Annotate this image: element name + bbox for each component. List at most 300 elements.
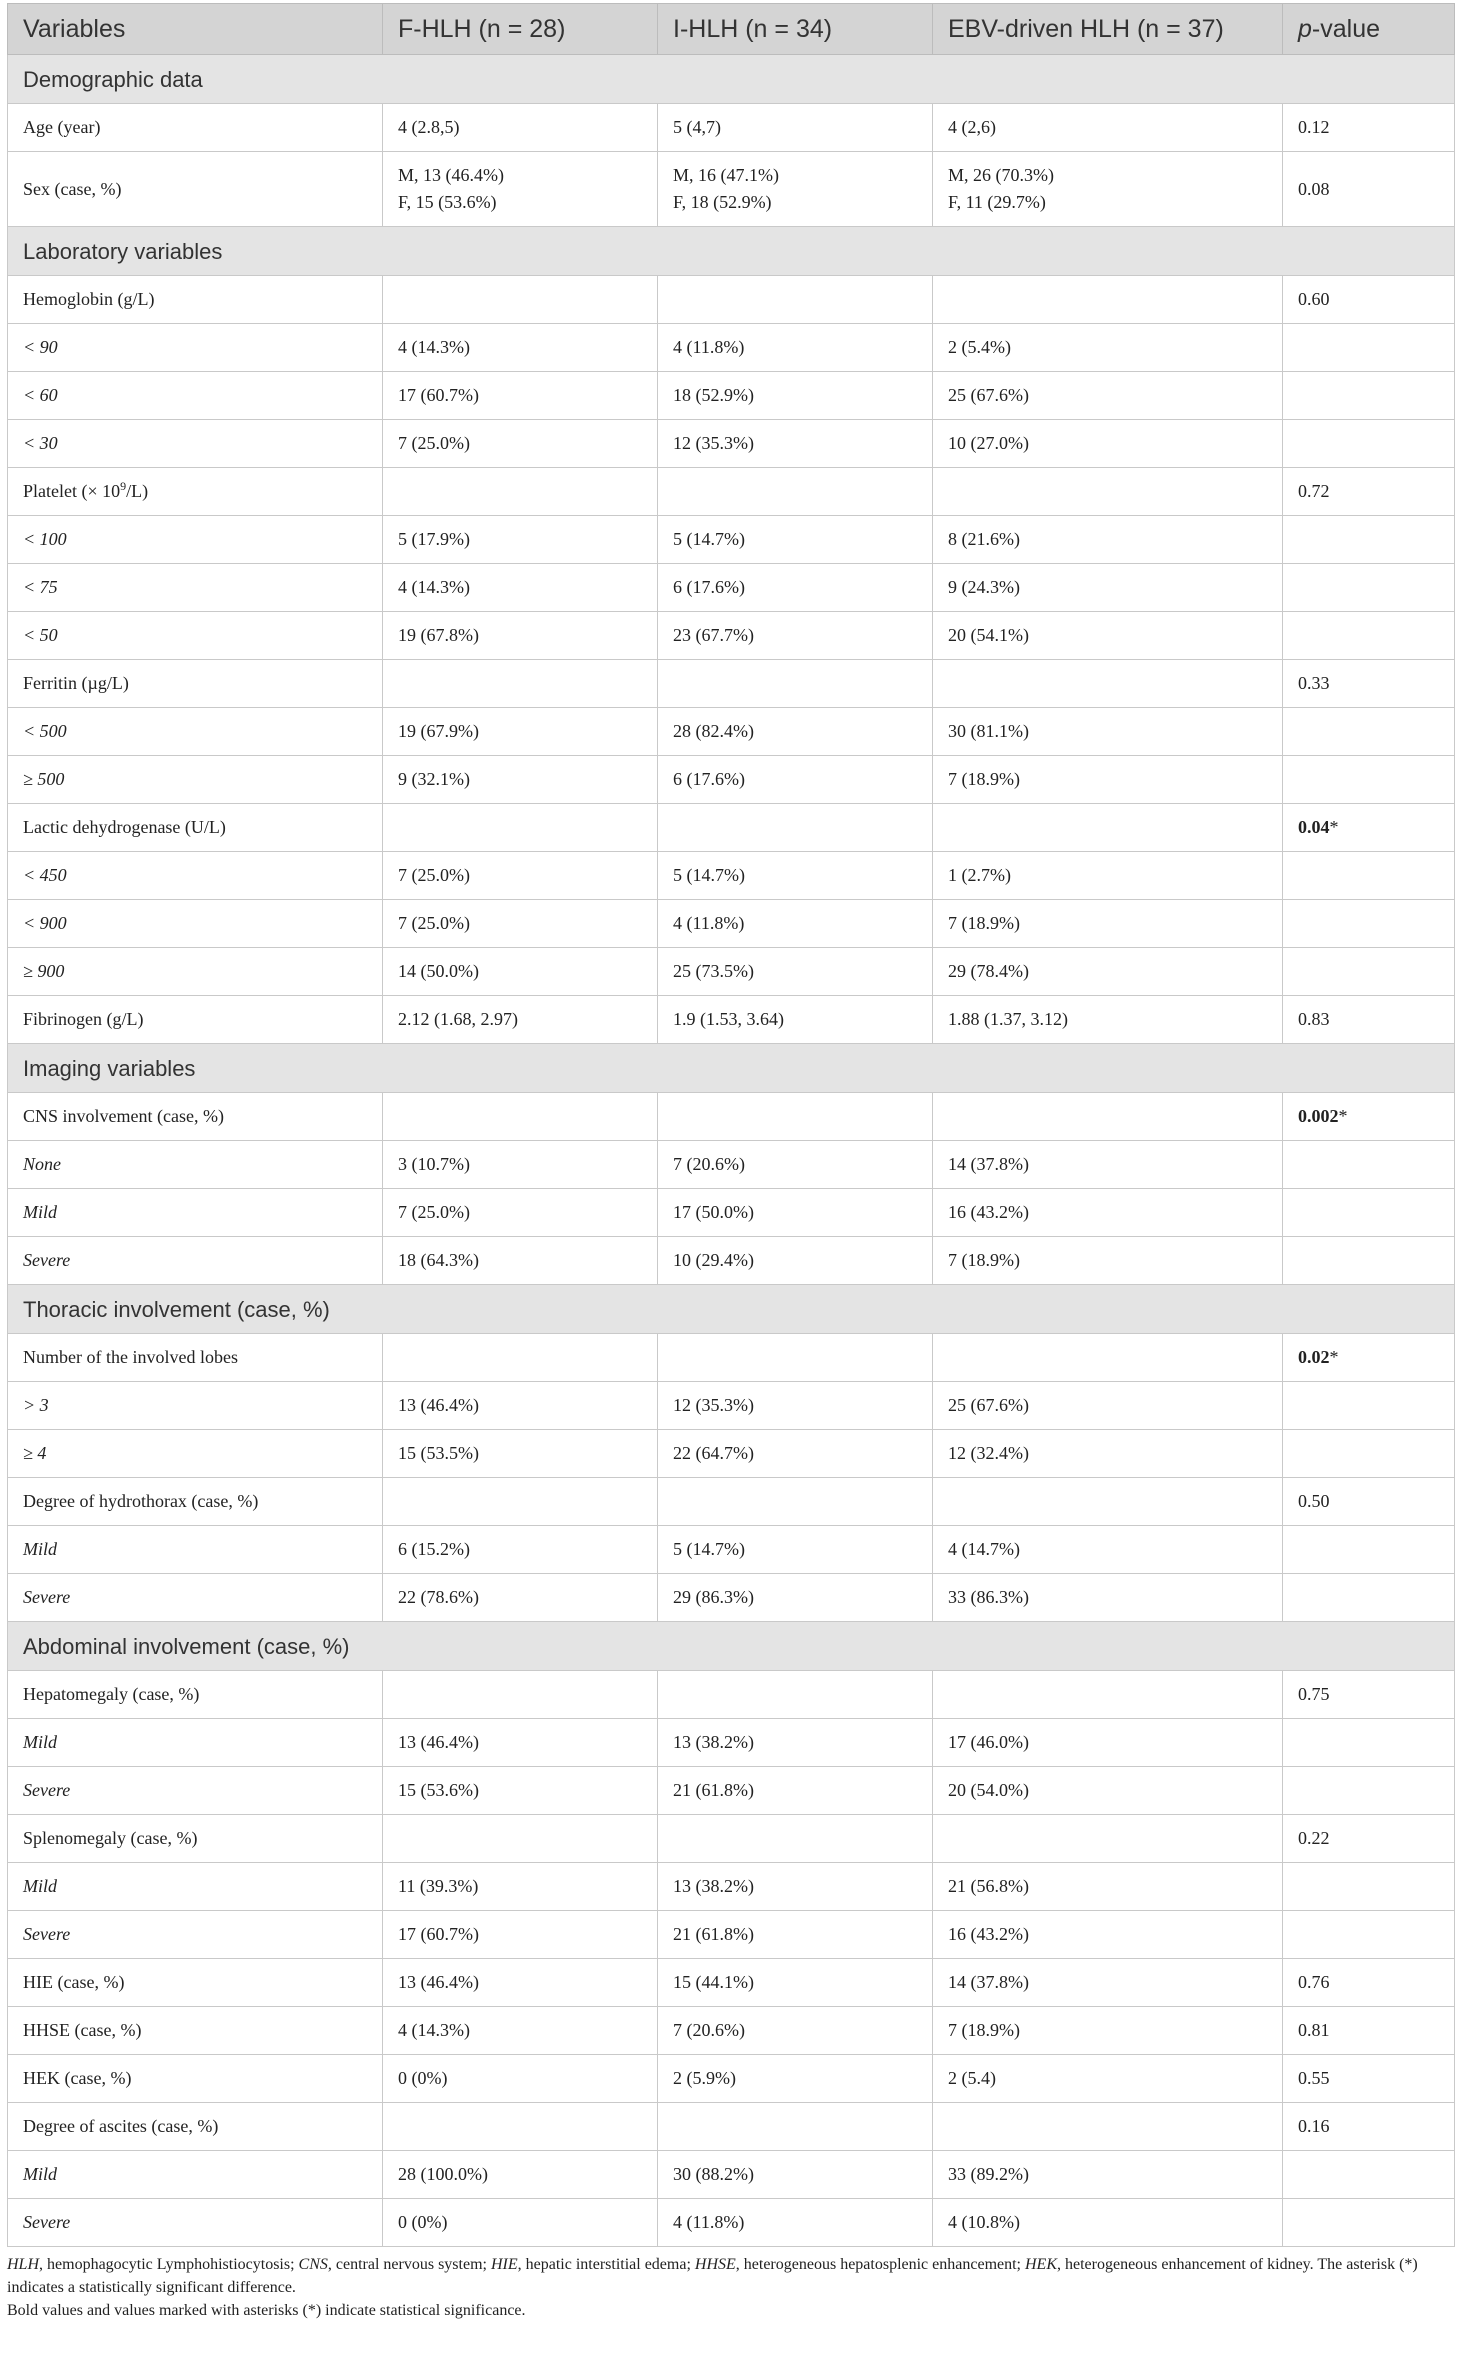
footnote-abbr: HEK (1025, 2256, 1057, 2273)
p-value-cell (1283, 1959, 1455, 2007)
p-value-cell (1283, 516, 1455, 564)
p-value-cell (1283, 2151, 1455, 2199)
ebv-hlh-cell: 7 (18.9%) (933, 2007, 1283, 2055)
ebv-hlh-cell: 12 (32.4%) (933, 1430, 1283, 1478)
subcategory-row (8, 948, 1455, 996)
i-hlh-cell (658, 804, 933, 852)
i-hlh-cell: 22 (64.7%) (658, 1430, 933, 1478)
subcategory-label: < 50 (8, 612, 383, 660)
p-value-cell (1283, 852, 1455, 900)
ebv-hlh-cell: 2 (5.4) (933, 2055, 1283, 2103)
section-title: Laboratory variables (8, 227, 1455, 276)
p-value-cell (1283, 708, 1455, 756)
section-row (8, 1044, 1455, 1093)
f-hlh-cell: 17 (60.7%) (383, 1911, 658, 1959)
ebv-hlh-cell (933, 152, 1283, 227)
p-value-cell (1283, 1237, 1455, 1285)
ebv-hlh-cell: 4 (10.8%) (933, 2199, 1283, 2247)
p-value-cell (1283, 804, 1455, 852)
p-value-cell (1283, 900, 1455, 948)
p-value: 0.33 (1298, 673, 1330, 693)
subcategory-label: Mild (8, 1189, 383, 1237)
subcategory-row (8, 1189, 1455, 1237)
footnote-abbr: HIE (490, 2256, 518, 2273)
subcategory-label: ≥ 500 (8, 756, 383, 804)
footnote-abbr: HHSE (694, 2256, 736, 2273)
variable-row (8, 152, 1455, 227)
p-value-cell (1283, 612, 1455, 660)
variable-row (8, 1959, 1455, 2007)
ebv-hlh-cell: 20 (54.1%) (933, 612, 1283, 660)
variable-label: Fibrinogen (g/L) (8, 996, 383, 1044)
table-header-row (8, 4, 1455, 55)
ebv-hlh-cell (933, 276, 1283, 324)
p-value-bold: 0.04 (1298, 817, 1330, 837)
p-value: 0.12 (1298, 117, 1330, 137)
ebv-hlh-cell: 29 (78.4%) (933, 948, 1283, 996)
p-value-cell (1283, 948, 1455, 996)
f-hlh-cell: 7 (25.0%) (383, 900, 658, 948)
ebv-hlh-cell: 8 (21.6%) (933, 516, 1283, 564)
subcategory-row (8, 372, 1455, 420)
subcategory-row (8, 1141, 1455, 1189)
f-hlh-cell (383, 660, 658, 708)
variable-label (8, 468, 383, 516)
header-f-hlh: F-HLH (n = 28) (383, 4, 658, 55)
variable-row (8, 1671, 1455, 1719)
variable-label: Ferritin (µg/L) (8, 660, 383, 708)
subcategory-label: None (8, 1141, 383, 1189)
table-footnote (7, 2253, 1454, 2322)
p-value-cell (1283, 660, 1455, 708)
variable-row (8, 104, 1455, 152)
i-hlh-cell: 7 (20.6%) (658, 2007, 933, 2055)
variable-label: Hemoglobin (g/L) (8, 276, 383, 324)
f-hlh-cell: 22 (78.6%) (383, 1574, 658, 1622)
subcategory-row (8, 1863, 1455, 1911)
subcategory-label: Severe (8, 1237, 383, 1285)
subcategory-row (8, 324, 1455, 372)
subcategory-row (8, 420, 1455, 468)
ebv-hlh-cell: 14 (37.8%) (933, 1959, 1283, 2007)
section-row (8, 1285, 1455, 1334)
subcategory-label: ≥ 4 (8, 1430, 383, 1478)
significance-asterisk: * (1329, 817, 1339, 837)
p-value-cell (1283, 2103, 1455, 2151)
data-table (7, 3, 1455, 2247)
section-title: Thoracic involvement (case, %) (8, 1285, 1455, 1334)
significance-asterisk: * (1329, 1347, 1339, 1367)
i-hlh-cell: 4 (11.8%) (658, 324, 933, 372)
subcategory-label: < 900 (8, 900, 383, 948)
i-hlh-cell: 17 (50.0%) (658, 1189, 933, 1237)
variable-row (8, 804, 1455, 852)
f-hlh-cell: 6 (15.2%) (383, 1526, 658, 1574)
p-value-cell (1283, 152, 1455, 227)
p-value: 0.55 (1298, 2068, 1330, 2088)
ebv-hlh-cell (933, 2103, 1283, 2151)
p-value-cell (1283, 756, 1455, 804)
header-p-value (1283, 4, 1455, 55)
cell-line: F, 18 (52.9%) (673, 192, 772, 212)
subcategory-label: < 100 (8, 516, 383, 564)
p-value-cell (1283, 1189, 1455, 1237)
p-value: 0.16 (1298, 2116, 1330, 2136)
subcategory-row (8, 900, 1455, 948)
f-hlh-cell (383, 152, 658, 227)
p-value-cell (1283, 1382, 1455, 1430)
subcategory-label: Mild (8, 2151, 383, 2199)
i-hlh-cell: 25 (73.5%) (658, 948, 933, 996)
variable-label: Lactic dehydrogenase (U/L) (8, 804, 383, 852)
p-value-cell (1283, 420, 1455, 468)
f-hlh-cell: 7 (25.0%) (383, 852, 658, 900)
significance-asterisk: * (1338, 1106, 1348, 1126)
f-hlh-cell: 5 (17.9%) (383, 516, 658, 564)
ebv-hlh-cell: 4 (14.7%) (933, 1526, 1283, 1574)
p-value: 0.08 (1298, 178, 1330, 199)
cell-line: M, 26 (70.3%) (948, 165, 1054, 185)
ebv-hlh-cell: 9 (24.3%) (933, 564, 1283, 612)
f-hlh-cell: 15 (53.5%) (383, 1430, 658, 1478)
i-hlh-cell: 5 (14.7%) (658, 1526, 933, 1574)
p-value-cell (1283, 564, 1455, 612)
p-value-cell (1283, 1815, 1455, 1863)
header-ebv-hlh: EBV-driven HLH (n = 37) (933, 4, 1283, 55)
subcategory-label: Severe (8, 1767, 383, 1815)
header-p-suffix: -value (1311, 14, 1380, 43)
f-hlh-cell: 13 (46.4%) (383, 1719, 658, 1767)
subcategory-row (8, 1526, 1455, 1574)
p-value-cell (1283, 1911, 1455, 1959)
variable-label: HEK (case, %) (8, 2055, 383, 2103)
p-value: 0.60 (1298, 289, 1330, 309)
i-hlh-cell: 29 (86.3%) (658, 1574, 933, 1622)
i-hlh-cell: 30 (88.2%) (658, 2151, 933, 2199)
i-hlh-cell (658, 1815, 933, 1863)
variable-row (8, 276, 1455, 324)
f-hlh-cell (383, 1671, 658, 1719)
f-hlh-cell: 2.12 (1.68, 2.97) (383, 996, 658, 1044)
f-hlh-cell: 19 (67.8%) (383, 612, 658, 660)
ebv-hlh-cell (933, 1093, 1283, 1141)
p-value-cell (1283, 1719, 1455, 1767)
p-value-cell (1283, 1526, 1455, 1574)
footnote-def: , hepatic interstitial edema; (517, 2256, 695, 2273)
f-hlh-cell (383, 1478, 658, 1526)
p-value: 0.76 (1298, 1972, 1330, 1992)
section-row (8, 1622, 1455, 1671)
i-hlh-cell: 5 (4,7) (658, 104, 933, 152)
subcategory-label: Severe (8, 1911, 383, 1959)
i-hlh-cell (658, 2103, 933, 2151)
f-hlh-cell: 4 (14.3%) (383, 2007, 658, 2055)
subcategory-label: < 450 (8, 852, 383, 900)
subcategory-row (8, 1430, 1455, 1478)
variable-row (8, 1815, 1455, 1863)
variable-row (8, 2055, 1455, 2103)
i-hlh-cell: 13 (38.2%) (658, 1863, 933, 1911)
variable-row (8, 996, 1455, 1044)
subcategory-row (8, 1237, 1455, 1285)
i-hlh-cell: 12 (35.3%) (658, 1382, 933, 1430)
i-hlh-cell: 6 (17.6%) (658, 756, 933, 804)
f-hlh-cell (383, 1334, 658, 1382)
f-hlh-cell: 0 (0%) (383, 2055, 658, 2103)
cell-line: M, 13 (46.4%) (398, 165, 504, 185)
ebv-hlh-cell: 17 (46.0%) (933, 1719, 1283, 1767)
p-value: 0.22 (1298, 1828, 1330, 1848)
f-hlh-cell: 11 (39.3%) (383, 1863, 658, 1911)
i-hlh-cell: 6 (17.6%) (658, 564, 933, 612)
subcategory-row (8, 2199, 1455, 2247)
p-value-cell (1283, 372, 1455, 420)
ebv-hlh-cell: 21 (56.8%) (933, 1863, 1283, 1911)
i-hlh-cell (658, 1093, 933, 1141)
ebv-hlh-cell: 14 (37.8%) (933, 1141, 1283, 1189)
i-hlh-cell: 18 (52.9%) (658, 372, 933, 420)
i-hlh-cell (658, 276, 933, 324)
p-value: 0.75 (1298, 1684, 1330, 1704)
p-value: 0.50 (1298, 1491, 1330, 1511)
variable-label: Age (year) (8, 104, 383, 152)
ebv-hlh-cell: 16 (43.2%) (933, 1911, 1283, 1959)
variable-row (8, 2103, 1455, 2151)
footnote-abbreviations (7, 2253, 1454, 2299)
f-hlh-cell: 7 (25.0%) (383, 1189, 658, 1237)
f-hlh-cell: 14 (50.0%) (383, 948, 658, 996)
variable-label: CNS involvement (case, %) (8, 1093, 383, 1141)
ebv-hlh-cell: 7 (18.9%) (933, 756, 1283, 804)
i-hlh-cell: 7 (20.6%) (658, 1141, 933, 1189)
p-value-bold: 0.02 (1298, 1347, 1330, 1367)
i-hlh-cell: 23 (67.7%) (658, 612, 933, 660)
subcategory-row (8, 708, 1455, 756)
footnote-def: , hemophagocytic Lymphohistiocytosis; (39, 2256, 299, 2273)
f-hlh-cell: 4 (14.3%) (383, 324, 658, 372)
ebv-hlh-cell: 33 (89.2%) (933, 2151, 1283, 2199)
ebv-hlh-cell: 25 (67.6%) (933, 372, 1283, 420)
variable-label: HHSE (case, %) (8, 2007, 383, 2055)
ebv-hlh-cell (933, 468, 1283, 516)
subcategory-label: < 75 (8, 564, 383, 612)
subcategory-label: Severe (8, 1574, 383, 1622)
i-hlh-cell: 4 (11.8%) (658, 2199, 933, 2247)
cell-line: F, 11 (29.7%) (948, 192, 1046, 212)
ebv-hlh-cell: 2 (5.4%) (933, 324, 1283, 372)
p-value-bold: 0.002 (1298, 1106, 1339, 1126)
section-title: Demographic data (8, 55, 1455, 104)
ebv-hlh-cell: 20 (54.0%) (933, 1767, 1283, 1815)
p-value-cell (1283, 1093, 1455, 1141)
p-value: 0.72 (1298, 481, 1330, 501)
f-hlh-cell: 13 (46.4%) (383, 1959, 658, 2007)
variable-row (8, 2007, 1455, 2055)
ebv-hlh-cell: 10 (27.0%) (933, 420, 1283, 468)
subcategory-row (8, 564, 1455, 612)
section-row (8, 227, 1455, 276)
cell-line: F, 15 (53.6%) (398, 192, 497, 212)
subcategory-row (8, 2151, 1455, 2199)
variable-label: Splenomegaly (case, %) (8, 1815, 383, 1863)
subcategory-label: < 60 (8, 372, 383, 420)
ebv-hlh-cell: 7 (18.9%) (933, 1237, 1283, 1285)
subcategory-row (8, 756, 1455, 804)
subcategory-label: Severe (8, 2199, 383, 2247)
subcategory-label: < 90 (8, 324, 383, 372)
ebv-hlh-cell: 16 (43.2%) (933, 1189, 1283, 1237)
ebv-hlh-cell (933, 1815, 1283, 1863)
f-hlh-cell (383, 276, 658, 324)
label-text-after: /L) (126, 481, 149, 501)
i-hlh-cell: 4 (11.8%) (658, 900, 933, 948)
i-hlh-cell (658, 1334, 933, 1382)
i-hlh-cell (658, 152, 933, 227)
f-hlh-cell: 19 (67.9%) (383, 708, 658, 756)
footnote-def: , central nervous system; (327, 2256, 491, 2273)
variable-label: Sex (case, %) (8, 152, 383, 227)
subcategory-label: Mild (8, 1863, 383, 1911)
variable-label: Degree of hydrothorax (case, %) (8, 1478, 383, 1526)
f-hlh-cell: 7 (25.0%) (383, 420, 658, 468)
footnote-def: , heterogeneous hepatosplenic enhancement; (735, 2256, 1025, 2273)
p-value-cell (1283, 1671, 1455, 1719)
variable-label: Number of the involved lobes (8, 1334, 383, 1382)
i-hlh-cell: 21 (61.8%) (658, 1767, 933, 1815)
f-hlh-cell (383, 2103, 658, 2151)
i-hlh-cell (658, 468, 933, 516)
p-value: 0.81 (1298, 2020, 1330, 2040)
header-variables: Variables (8, 4, 383, 55)
footnote-significance: Bold values and values marked with asterisks (*) indicate statistical significance. (7, 2302, 526, 2319)
p-value-cell (1283, 276, 1455, 324)
subcategory-label: < 500 (8, 708, 383, 756)
i-hlh-cell: 10 (29.4%) (658, 1237, 933, 1285)
f-hlh-cell: 13 (46.4%) (383, 1382, 658, 1430)
label-text: Platelet (× 10 (23, 481, 121, 501)
ebv-hlh-cell: 7 (18.9%) (933, 900, 1283, 948)
p-value-cell (1283, 2199, 1455, 2247)
variable-row (8, 1093, 1455, 1141)
ebv-hlh-cell: 1.88 (1.37, 3.12) (933, 996, 1283, 1044)
i-hlh-cell (658, 1671, 933, 1719)
subcategory-row (8, 612, 1455, 660)
variable-label: HIE (case, %) (8, 1959, 383, 2007)
variable-row (8, 468, 1455, 516)
i-hlh-cell: 21 (61.8%) (658, 1911, 933, 1959)
f-hlh-cell (383, 1093, 658, 1141)
section-row (8, 55, 1455, 104)
ebv-hlh-cell: 25 (67.6%) (933, 1382, 1283, 1430)
f-hlh-cell: 0 (0%) (383, 2199, 658, 2247)
i-hlh-cell: 1.9 (1.53, 3.64) (658, 996, 933, 1044)
p-value-cell (1283, 1767, 1455, 1815)
i-hlh-cell: 2 (5.9%) (658, 2055, 933, 2103)
f-hlh-cell: 3 (10.7%) (383, 1141, 658, 1189)
ebv-hlh-cell (933, 804, 1283, 852)
ebv-hlh-cell: 1 (2.7%) (933, 852, 1283, 900)
i-hlh-cell: 5 (14.7%) (658, 852, 933, 900)
f-hlh-cell: 17 (60.7%) (383, 372, 658, 420)
ebv-hlh-cell (933, 660, 1283, 708)
i-hlh-cell: 15 (44.1%) (658, 1959, 933, 2007)
subcategory-row (8, 852, 1455, 900)
subcategory-row (8, 1719, 1455, 1767)
variable-label: Degree of ascites (case, %) (8, 2103, 383, 2151)
p-value-cell (1283, 2007, 1455, 2055)
f-hlh-cell (383, 804, 658, 852)
p-value-cell (1283, 1430, 1455, 1478)
f-hlh-cell (383, 468, 658, 516)
section-title: Imaging variables (8, 1044, 1455, 1093)
p-value-cell (1283, 104, 1455, 152)
f-hlh-cell: 9 (32.1%) (383, 756, 658, 804)
header-i-hlh: I-HLH (n = 34) (658, 4, 933, 55)
ebv-hlh-cell (933, 1334, 1283, 1382)
footnote-def: , heterogeneous enhancement of kidney. The asterisk (*) indicates a statistically significant difference. (7, 2256, 1418, 2296)
subcategory-label: > 3 (8, 1382, 383, 1430)
variable-row (8, 1334, 1455, 1382)
p-value-cell (1283, 1334, 1455, 1382)
i-hlh-cell: 12 (35.3%) (658, 420, 933, 468)
i-hlh-cell (658, 1478, 933, 1526)
header-p-italic: p (1298, 14, 1312, 43)
table-body (8, 55, 1455, 2247)
f-hlh-cell (383, 1815, 658, 1863)
p-value-cell (1283, 468, 1455, 516)
footnote-abbr: CNS (298, 2256, 328, 2273)
f-hlh-cell: 15 (53.6%) (383, 1767, 658, 1815)
subcategory-row (8, 1574, 1455, 1622)
subcategory-row (8, 1382, 1455, 1430)
ebv-hlh-cell: 33 (86.3%) (933, 1574, 1283, 1622)
section-title: Abdominal involvement (case, %) (8, 1622, 1455, 1671)
i-hlh-cell: 13 (38.2%) (658, 1719, 933, 1767)
p-value-cell (1283, 1863, 1455, 1911)
variable-label: Hepatomegaly (case, %) (8, 1671, 383, 1719)
cell-line: M, 16 (47.1%) (673, 165, 779, 185)
p-value-cell (1283, 324, 1455, 372)
ebv-hlh-cell (933, 1478, 1283, 1526)
subcategory-label: < 30 (8, 420, 383, 468)
ebv-hlh-cell: 30 (81.1%) (933, 708, 1283, 756)
p-value: 0.83 (1298, 1009, 1330, 1029)
p-value-cell (1283, 996, 1455, 1044)
subcategory-row (8, 516, 1455, 564)
f-hlh-cell: 28 (100.0%) (383, 2151, 658, 2199)
p-value-cell (1283, 1478, 1455, 1526)
ebv-hlh-cell: 4 (2,6) (933, 104, 1283, 152)
p-value-cell (1283, 1574, 1455, 1622)
variable-row (8, 1478, 1455, 1526)
f-hlh-cell: 4 (14.3%) (383, 564, 658, 612)
f-hlh-cell: 4 (2.8,5) (383, 104, 658, 152)
label-superscript: 9 (120, 479, 127, 493)
i-hlh-cell: 28 (82.4%) (658, 708, 933, 756)
footnote-abbr: HLH (7, 2256, 40, 2273)
subcategory-label: Mild (8, 1526, 383, 1574)
i-hlh-cell (658, 660, 933, 708)
subcategory-label: ≥ 900 (8, 948, 383, 996)
subcategory-label: Mild (8, 1719, 383, 1767)
variable-row (8, 660, 1455, 708)
subcategory-row (8, 1767, 1455, 1815)
ebv-hlh-cell (933, 1671, 1283, 1719)
p-value-cell (1283, 1141, 1455, 1189)
f-hlh-cell: 18 (64.3%) (383, 1237, 658, 1285)
i-hlh-cell: 5 (14.7%) (658, 516, 933, 564)
subcategory-row (8, 1911, 1455, 1959)
